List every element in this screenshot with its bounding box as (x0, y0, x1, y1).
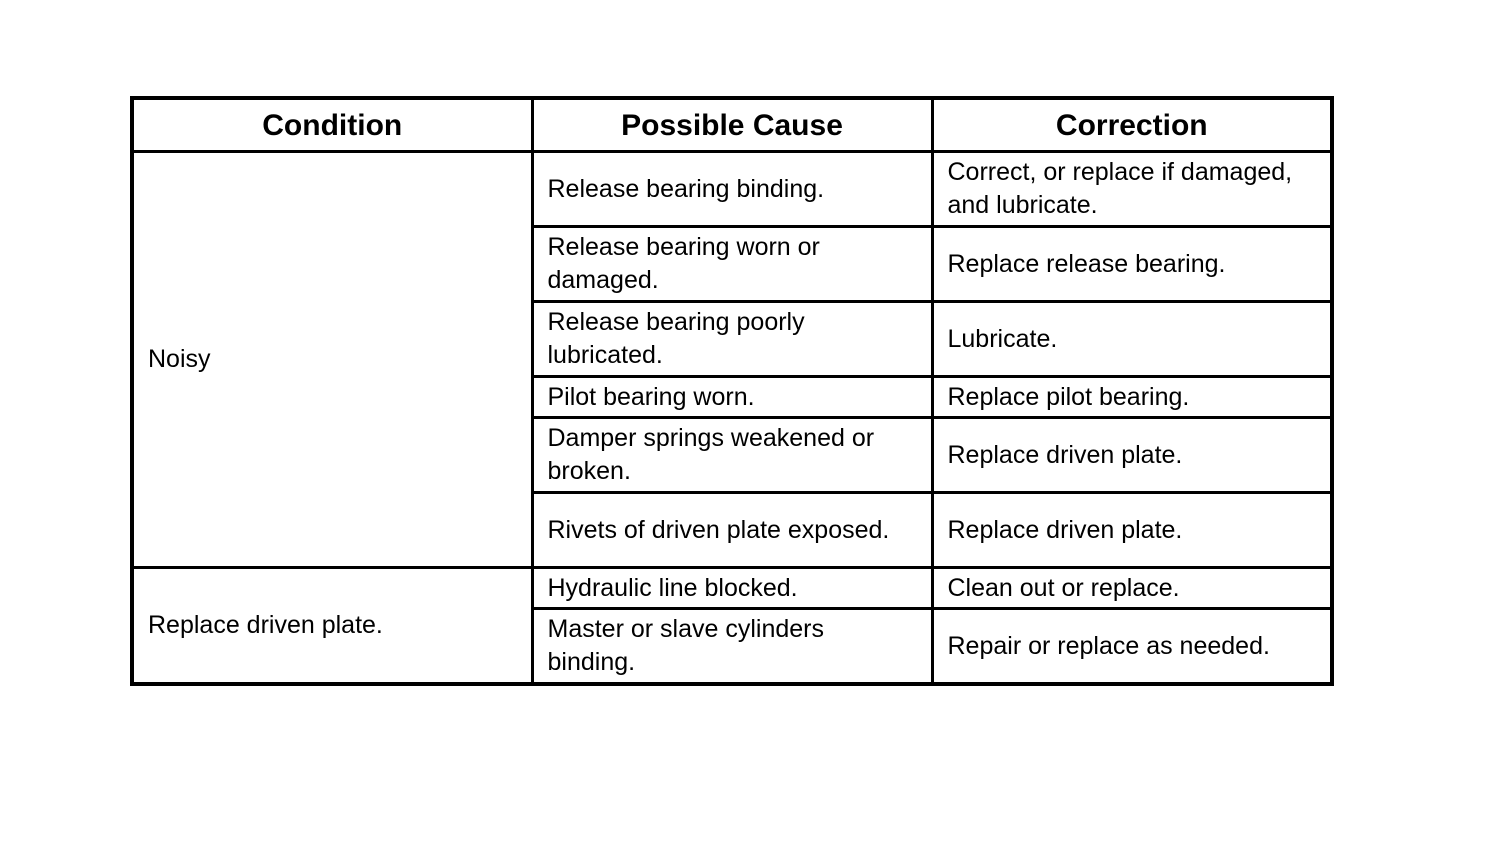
table-row (132, 152, 1332, 227)
cause-cell: Hydraulic line blocked. (532, 568, 932, 609)
correction-cell: Lubricate. (932, 302, 1332, 377)
correction-cell: Replace driven plate. (932, 493, 1332, 568)
correction-cell: Replace release bearing. (932, 227, 1332, 302)
header-correction: Correction (932, 98, 1332, 152)
correction-cell: Replace driven plate. (932, 418, 1332, 493)
table-row (132, 568, 1332, 609)
correction-cell: Clean out or replace. (932, 568, 1332, 609)
correction-cell: Correct, or replace if damaged, and lubricate. (932, 152, 1332, 227)
cause-cell: Release bearing poorly lubricated. (532, 302, 932, 377)
cause-cell: Pilot bearing worn. (532, 377, 932, 418)
header-condition: Condition (132, 98, 532, 152)
cause-cell: Damper springs weakened or broken. (532, 418, 932, 493)
troubleshooting-table (130, 96, 1334, 686)
header-row (132, 98, 1332, 152)
condition-cell: Noisy (132, 152, 532, 568)
cause-cell: Release bearing binding. (532, 152, 932, 227)
header-possible-cause: Possible Cause (532, 98, 932, 152)
correction-cell: Repair or replace as needed. (932, 609, 1332, 685)
condition-cell: Replace driven plate. (132, 568, 532, 685)
cause-cell: Master or slave cylinders binding. (532, 609, 932, 685)
cause-cell: Release bearing worn or damaged. (532, 227, 932, 302)
correction-cell: Replace pilot bearing. (932, 377, 1332, 418)
cause-cell: Rivets of driven plate exposed. (532, 493, 932, 568)
